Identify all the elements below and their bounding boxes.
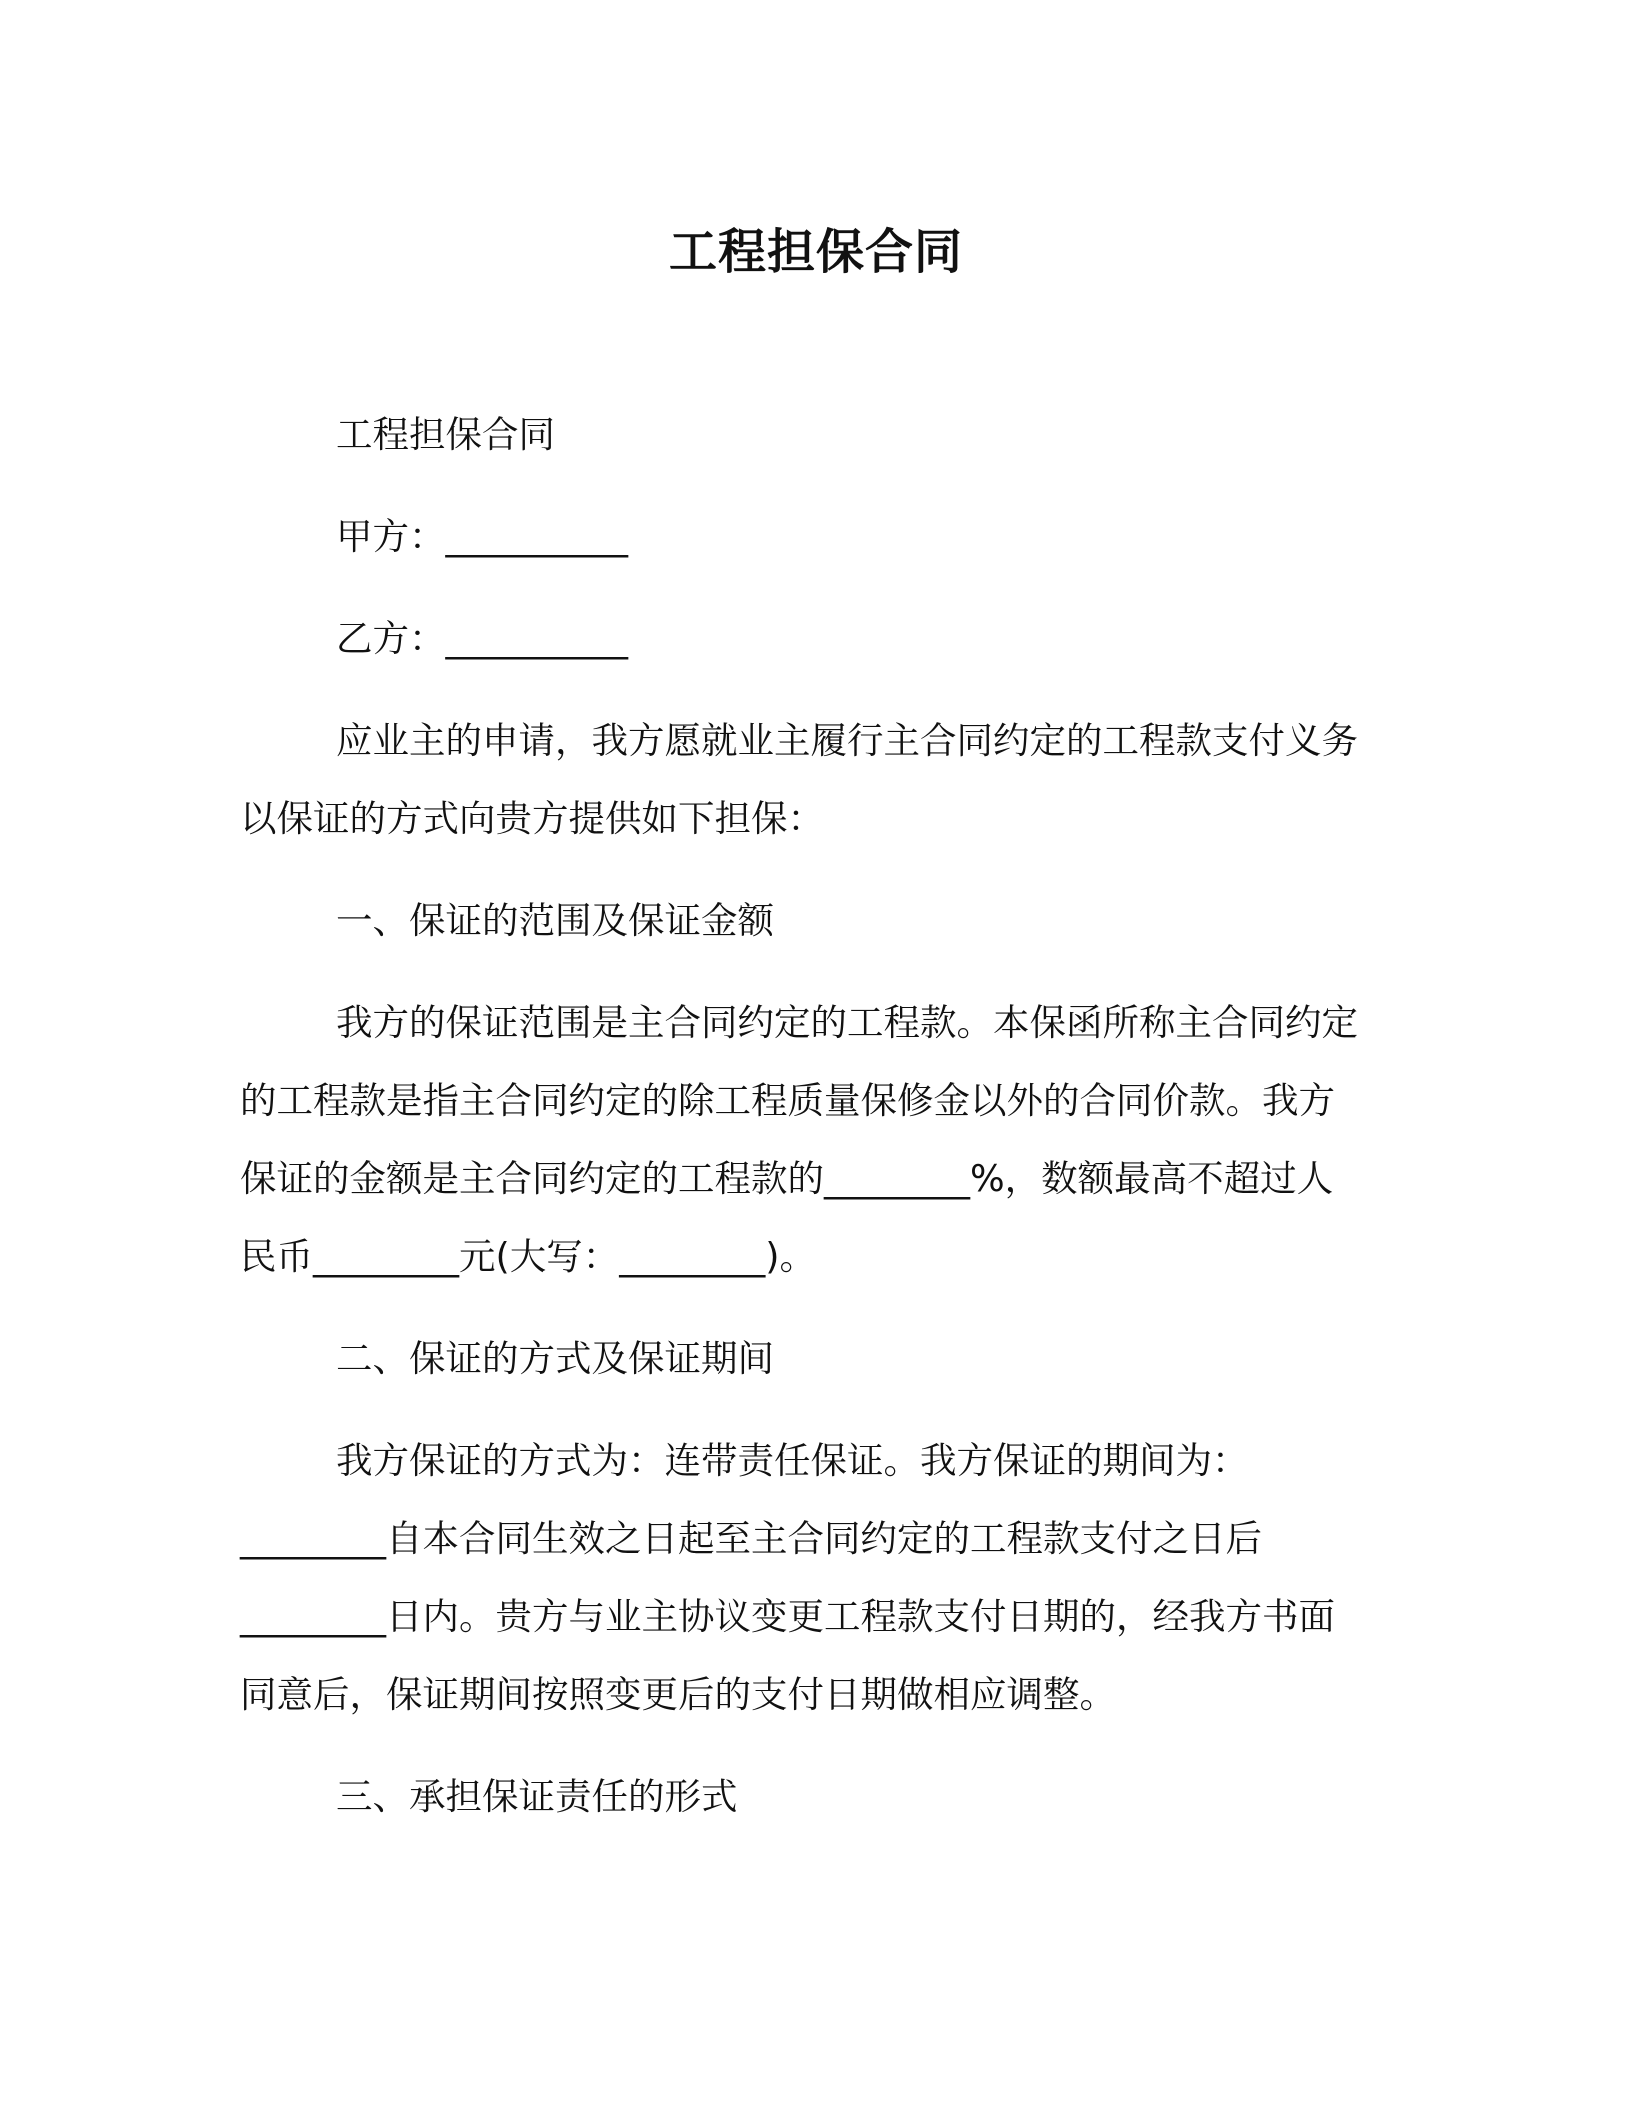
section1-paragraph [240, 984, 1380, 1296]
section1-line: 的工程款是指主合同约定的除工程质量保修金以外的合同价款。我方 [240, 1079, 1335, 1122]
party-b-line: 乙方：__________ [336, 617, 628, 660]
section3-heading: 三、承担保证责任的形式 [336, 1775, 738, 1818]
section1-heading: 一、保证的范围及保证金额 [336, 899, 774, 942]
document-title: 工程担保合同 [668, 224, 963, 280]
section2-line: 同意后，保证期间按照变更后的支付日期做相应调整。 [240, 1673, 1116, 1716]
document-body [240, 396, 1380, 1836]
section2-heading: 二、保证的方式及保证期间 [336, 1337, 774, 1380]
intro-line: 以保证的方式向贵方提供如下担保： [240, 797, 824, 840]
subtitle: 工程担保合同 [336, 413, 555, 456]
intro-paragraph [240, 702, 1380, 858]
section1-line: 我方的保证范围是主合同约定的工程款。本保函所称主合同约定 [336, 1001, 1358, 1044]
section2-paragraph [240, 1422, 1380, 1734]
intro-line: 应业主的申请，我方愿就业主履行主合同约定的工程款支付义务 [336, 719, 1358, 762]
section2-line: ________自本合同生效之日起至主合同约定的工程款支付之日后 [240, 1517, 1262, 1560]
section1-line: 保证的金额是主合同约定的工程款的________%，数额最高不超过人 [240, 1157, 1334, 1200]
section2-line: 我方保证的方式为：连带责任保证。我方保证的期间为： [336, 1439, 1249, 1482]
section2-line: ________日内。贵方与业主协议变更工程款支付日期的，经我方书面 [240, 1595, 1335, 1638]
party-a-line: 甲方：__________ [336, 515, 628, 558]
section1-line: 民币________元(大写：________)。 [240, 1235, 816, 1278]
